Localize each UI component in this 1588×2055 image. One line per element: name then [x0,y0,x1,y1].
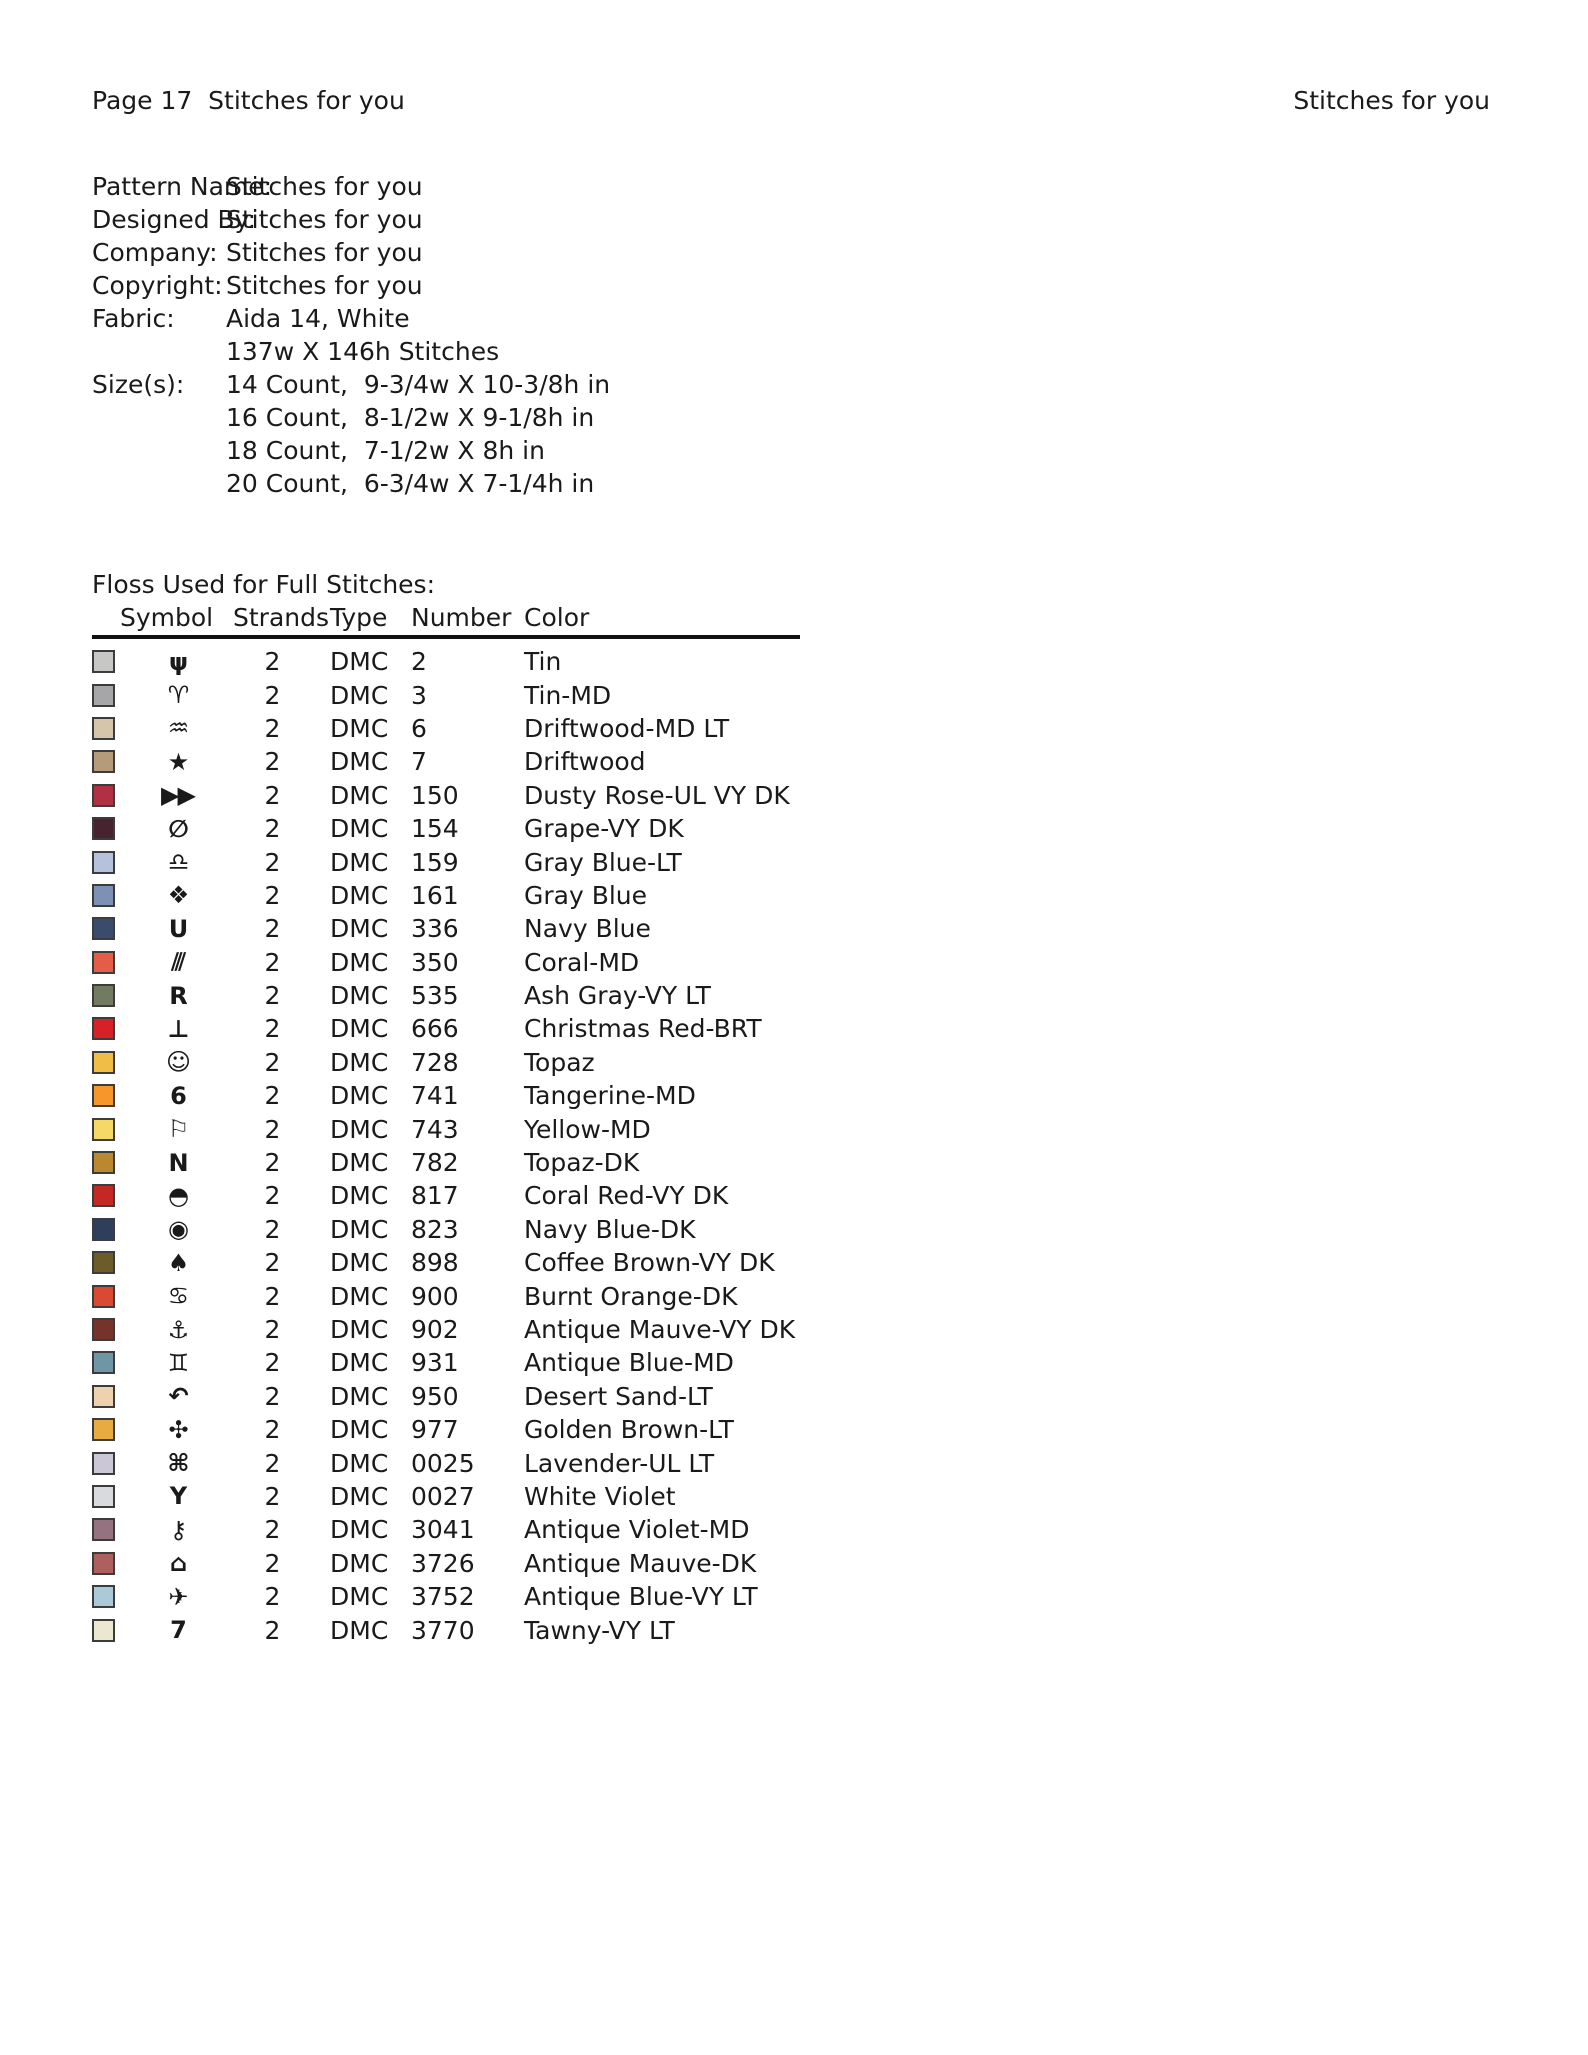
floss-color-name: Gray Blue [524,880,648,910]
info-label [92,335,226,368]
strands-value: 2 [264,1448,281,1478]
floss-type: DMC [330,1047,389,1077]
floss-type: DMC [330,1315,389,1344]
floss-number: 150 [411,780,459,810]
floss-color-name: Yellow-MD [524,1114,651,1144]
floss-type: DMC [330,747,389,777]
floss-number: 161 [411,880,459,910]
strands-value: 2 [264,1582,281,1612]
strands-value: 2 [264,814,281,844]
strands-value: 2 [264,1014,281,1044]
info-label: Size(s): [92,370,185,399]
strands-value: 2 [264,1381,281,1411]
floss-color-name: White Violet [524,1481,676,1511]
floss-row [92,1413,1000,1446]
star-symbol: ★ [167,747,188,776]
floss-row [92,912,1000,945]
floss-color-name: Coral Red-VY DK [524,1181,729,1211]
floss-number: 7 [411,747,427,777]
floss-color-name: Antique Blue-MD [524,1348,734,1378]
page-header-right: Stitches for you [1293,86,1490,115]
floss-number: 817 [411,1181,459,1211]
floss-row [92,1146,1000,1179]
floss-type: DMC [330,1381,389,1411]
color-swatch [92,1485,115,1508]
floss-type: DMC [330,847,389,877]
floss-row [92,845,1000,878]
color-swatch [92,1619,115,1642]
floss-number: 931 [411,1348,459,1378]
floss-number: 535 [411,981,459,1011]
floss-table-title: Floss Used for Full Stitches: [92,570,435,599]
color-swatch [92,817,115,840]
info-value: 20 Count, 6-3/4w X 7-1/4h in [226,469,595,498]
floss-type: DMC [330,814,389,844]
spade-symbol: ♠ [167,1248,188,1277]
floss-color-name: Grape-VY DK [524,814,684,844]
strands-value: 2 [264,747,281,777]
flag-symbol: ⚐ [167,1115,188,1144]
letter-n-symbol: N [168,1148,187,1177]
floss-type: DMC [330,914,389,944]
strands-value: 2 [264,1415,281,1445]
page-header-left: Page 17 Stitches for you [92,86,405,115]
floss-row [92,779,1000,812]
floss-type: DMC [330,1481,389,1511]
page-header [92,84,1490,117]
color-swatch [92,1084,115,1107]
floss-number: 3726 [411,1548,475,1578]
floss-type: DMC [330,1348,389,1378]
info-row [92,467,610,500]
strands-value: 2 [264,1615,281,1645]
smiley-symbol: ☺ [165,1048,190,1077]
col-header-number: Number [411,603,512,632]
info-value: 14 Count, 9-3/4w X 10-3/8h in [226,370,611,399]
pattern-info-block [92,170,610,500]
floss-row [92,1346,1000,1379]
anchor-symbol: ⚓ [167,1315,188,1344]
color-swatch [92,717,115,740]
floss-row [92,812,1000,845]
command-symbol: ⌘ [167,1449,188,1478]
floss-color-name: Antique Violet-MD [524,1515,750,1545]
floss-type: DMC [330,1515,389,1545]
four-diamonds-symbol: ❖ [167,881,188,910]
floss-color-name: Christmas Red-BRT [524,1014,762,1044]
floss-number: 3752 [411,1582,475,1612]
floss-color-name: Tawny-VY LT [524,1615,675,1645]
color-swatch [92,1585,115,1608]
info-label [92,401,226,434]
floss-number: 902 [411,1315,459,1344]
floss-number: 782 [411,1148,459,1178]
strands-value: 2 [264,1047,281,1077]
strands-value: 2 [264,847,281,877]
col-header-symbol: Symbol [120,603,214,632]
floss-number: 823 [411,1214,459,1244]
floss-type: DMC [330,947,389,977]
strands-value: 2 [264,1515,281,1545]
floss-color-name: Dusty Rose-UL VY DK [524,780,790,810]
floss-number: 950 [411,1381,459,1411]
floss-row [92,1380,1000,1413]
floss-row [92,745,1000,778]
floss-color-name: Topaz [524,1047,595,1077]
floss-color-name: Antique Blue-VY LT [524,1582,758,1612]
cancer-symbol: ♋ [167,1282,188,1311]
floss-table-body [92,645,1000,1647]
floss-type: DMC [330,1148,389,1178]
color-swatch [92,1051,115,1074]
info-value: 16 Count, 8-1/2w X 9-1/8h in [226,403,595,432]
floss-table-header [92,603,1000,634]
info-row [92,368,610,401]
info-value: Stitches for you [226,271,423,300]
strands-value: 2 [264,1214,281,1244]
color-swatch [92,1151,115,1174]
color-swatch [92,650,115,673]
floss-number: 977 [411,1415,459,1445]
floss-row [92,1480,1000,1513]
strands-value: 2 [264,1281,281,1311]
floss-row [92,1547,1000,1580]
col-header-color: Color [524,603,590,632]
info-row [92,434,610,467]
color-swatch [92,684,115,707]
strands-value: 2 [264,780,281,810]
floss-row [92,946,1000,979]
info-value: Aida 14, White [226,304,410,333]
floss-type: DMC [330,1615,389,1645]
floss-color-name: Burnt Orange-DK [524,1281,738,1311]
floss-type: DMC [330,1248,389,1278]
strands-value: 2 [264,1148,281,1178]
up-tack-symbol: ⊥ [167,1014,188,1043]
letter-u-symbol: U [168,914,187,943]
info-label [92,434,226,467]
floss-row [92,712,1000,745]
house-symbol: ⌂ [169,1549,186,1578]
strands-value: 2 [264,1181,281,1211]
letter-y-symbol: Y [169,1482,186,1511]
strands-value: 2 [264,880,281,910]
floss-type: DMC [330,647,389,677]
info-value: 18 Count, 7-1/2w X 8h in [226,436,545,465]
color-swatch [92,784,115,807]
col-header-type: Type [330,603,388,632]
floss-number: 6 [411,713,427,743]
floss-type: DMC [330,1114,389,1144]
floss-type: DMC [330,1548,389,1578]
half-circle-symbol: ◓ [168,1181,187,1210]
floss-type: DMC [330,1214,389,1244]
info-row [92,269,610,302]
floss-type: DMC [330,1081,389,1111]
floss-row [92,1580,1000,1613]
floss-color-name: Antique Mauve-DK [524,1548,757,1578]
strands-value: 2 [264,1114,281,1144]
floss-legend-section [92,568,1000,1647]
floss-color-name: Navy Blue-DK [524,1214,696,1244]
floss-type: DMC [330,680,389,710]
strands-value: 2 [264,1348,281,1378]
floss-color-name: Tin-MD [524,680,612,710]
floss-number: 3770 [411,1615,475,1645]
info-row [92,236,610,269]
digit-7-symbol: 7 [170,1616,185,1645]
strands-value: 2 [264,713,281,743]
floss-row [92,645,1000,678]
floss-row [92,1513,1000,1546]
info-row [92,203,610,236]
floss-number: 900 [411,1281,459,1311]
floss-row [92,1613,1000,1646]
color-swatch [92,1184,115,1207]
floss-number: 666 [411,1014,459,1044]
info-value: Stitches for you [226,172,423,201]
fan-rays-symbol: ⫻ [171,948,184,977]
floss-number: 728 [411,1047,459,1077]
table-header-rule [92,635,800,639]
color-swatch [92,851,115,874]
floss-color-name: Coral-MD [524,947,640,977]
floss-number: 0025 [411,1448,475,1478]
floss-type: DMC [330,780,389,810]
floss-type: DMC [330,1014,389,1044]
floss-row [92,678,1000,711]
color-swatch [92,1518,115,1541]
strands-value: 2 [264,1315,281,1344]
floss-row [92,1213,1000,1246]
color-swatch [92,1118,115,1141]
floss-number: 3 [411,680,427,710]
floss-number: 336 [411,914,459,944]
floss-color-name: Navy Blue [524,914,651,944]
floss-type: DMC [330,1415,389,1445]
color-swatch [92,750,115,773]
info-label: Company: [92,238,218,267]
floss-number: 3041 [411,1515,475,1545]
floss-type: DMC [330,1181,389,1211]
info-row [92,401,610,434]
eye-symbol: ◉ [168,1215,187,1244]
floss-row [92,1079,1000,1112]
floss-type: DMC [330,1448,389,1478]
floss-color-name: Topaz-DK [524,1148,640,1178]
floss-number: 159 [411,847,459,877]
color-swatch [92,1318,115,1341]
info-row [92,335,610,368]
color-swatch [92,1452,115,1475]
airplane-symbol: ✈ [168,1582,187,1611]
floss-type: DMC [330,713,389,743]
color-swatch [92,1251,115,1274]
floss-row [92,1279,1000,1312]
floss-row [92,979,1000,1012]
floss-color-name: Antique Mauve-VY DK [524,1315,796,1344]
aquarius-symbol: ♒ [167,714,188,743]
color-swatch [92,1017,115,1040]
floss-type: DMC [330,1582,389,1612]
aries-symbol: ♈ [167,681,188,710]
strands-value: 2 [264,1548,281,1578]
curved-arrow-symbol: ↶ [168,1382,187,1411]
strands-value: 2 [264,1248,281,1278]
color-swatch [92,984,115,1007]
floss-number: 741 [411,1081,459,1111]
floss-color-name: Gray Blue-LT [524,847,682,877]
floss-number: 898 [411,1248,459,1278]
floss-row [92,1046,1000,1079]
floss-row [92,1179,1000,1212]
floss-row [92,879,1000,912]
color-swatch [92,951,115,974]
floss-number: 154 [411,814,459,844]
info-label: Fabric: [92,304,175,333]
floss-number: 2 [411,647,427,677]
strands-value: 2 [264,981,281,1011]
floss-color-name: Tin [524,647,562,677]
floss-row [92,1112,1000,1145]
color-swatch [92,1385,115,1408]
color-swatch [92,1552,115,1575]
color-swatch [92,1418,115,1441]
color-swatch [92,917,115,940]
libra-symbol: ♎ [167,848,188,877]
gemini-symbol: ♊ [167,1348,188,1377]
strands-value: 2 [264,947,281,977]
strands-value: 2 [264,680,281,710]
info-row [92,302,610,335]
floss-color-name: Lavender-UL LT [524,1448,715,1478]
quatrefoil-symbol: ✣ [168,1415,187,1444]
color-swatch [92,1285,115,1308]
floss-row [92,1313,1000,1346]
floss-number: 743 [411,1114,459,1144]
strands-value: 2 [264,647,281,677]
floss-type: DMC [330,880,389,910]
floss-color-name: Golden Brown-LT [524,1415,734,1445]
info-label: Designed By: [92,205,257,234]
floss-color-name: Desert Sand-LT [524,1381,713,1411]
floss-row [92,1446,1000,1479]
floss-color-name: Coffee Brown-VY DK [524,1248,775,1278]
info-row [92,170,610,203]
letter-r-symbol: R [169,981,186,1010]
color-swatch [92,1351,115,1374]
info-label: Copyright: [92,271,223,300]
info-value: Stitches for you [226,238,423,267]
info-value: 137w X 146h Stitches [226,337,500,366]
floss-type: DMC [330,1281,389,1311]
floss-number: 350 [411,947,459,977]
col-header-strands: Strands [233,603,330,632]
floss-row [92,1012,1000,1045]
digit-6-symbol: 6 [170,1081,185,1110]
strands-value: 2 [264,1481,281,1511]
strands-value: 2 [264,914,281,944]
psi-symbol: ψ [168,647,187,676]
strands-value: 2 [264,1081,281,1111]
color-swatch [92,884,115,907]
floss-color-name: Tangerine-MD [524,1081,696,1111]
key-symbol: ⚷ [169,1515,186,1544]
floss-row [92,1246,1000,1279]
color-swatch [92,1218,115,1241]
floss-color-name: Driftwood-MD LT [524,713,730,743]
floss-number: 0027 [411,1481,475,1511]
info-value: Stitches for you [226,205,423,234]
floss-type: DMC [330,981,389,1011]
double-arrow-symbol: ▶▶ [161,781,194,810]
floss-color-name: Ash Gray-VY LT [524,981,711,1011]
slashed-circle-symbol: ∅ [168,814,187,843]
info-label [92,467,226,500]
floss-color-name: Driftwood [524,747,646,777]
info-label: Pattern Name: [92,172,273,201]
